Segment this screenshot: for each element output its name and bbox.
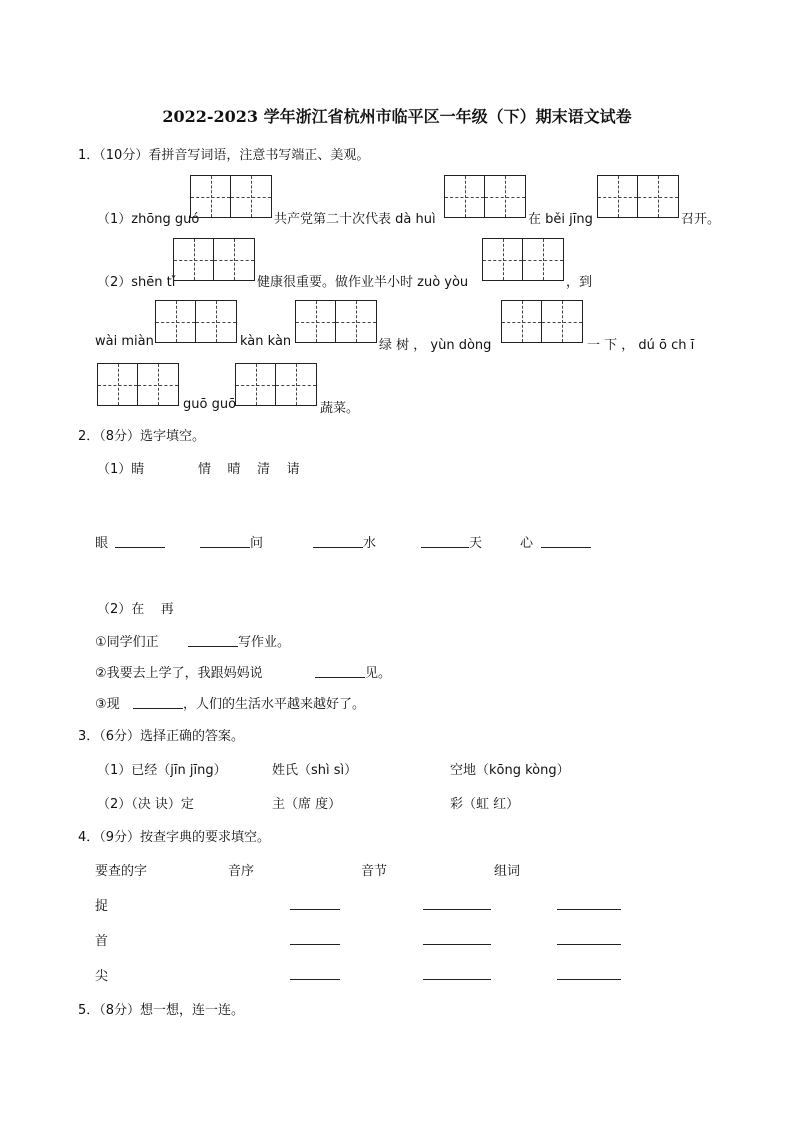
q4-header-syllable: 音节 (361, 864, 388, 879)
writing-grid[interactable] (501, 300, 583, 343)
writing-grid[interactable] (173, 238, 255, 281)
writing-grid[interactable] (444, 175, 526, 218)
q3-r2-c1[interactable]: （2）（决 诀）定 (97, 797, 194, 812)
blank[interactable] (200, 547, 250, 548)
q2-sub1-label: （1）睛 (97, 462, 145, 477)
blank[interactable] (315, 677, 365, 678)
blank[interactable] (557, 909, 621, 910)
q1-l4-p2: 蔬菜。 (320, 401, 360, 416)
q1-l3-p1: wài miàn (95, 334, 154, 349)
q2-item-ask: 问 (250, 536, 264, 551)
q1-heading: 1．（10分）看拼音写词语，注意书写端正、美观。 (78, 148, 370, 163)
q1-l3-p2: kàn kàn (240, 334, 292, 349)
q1-l1-prefix: （1）zhōng guó (97, 212, 200, 227)
blank[interactable] (313, 547, 363, 548)
q2-s2-a: ②我要去上学了，我跟妈妈说 (95, 666, 263, 681)
q2-sub1-options: 情 晴 清 请 (198, 462, 300, 477)
q1-l3-p4: 一 下 ， dú ō ch ī (587, 338, 695, 353)
blank[interactable] (423, 909, 491, 910)
q2-s2-b: 见。 (365, 666, 392, 681)
q2-item-water: 水 (363, 536, 377, 551)
q4-heading: 4．（9分）按查字典的要求填空。 (78, 830, 271, 845)
q2-item-sky: 天 (469, 536, 483, 551)
q4-header-char: 要查的字 (95, 864, 148, 879)
writing-grid[interactable] (597, 175, 679, 218)
blank[interactable] (557, 944, 621, 945)
q3-r2-c2[interactable]: 主（席 度） (272, 797, 342, 812)
q4-char: 首 (95, 934, 109, 949)
q1-l4-p1: guō guō (183, 397, 237, 412)
blank[interactable] (423, 979, 491, 980)
writing-grid[interactable] (97, 363, 179, 406)
blank[interactable] (290, 979, 340, 980)
blank[interactable] (423, 944, 491, 945)
q2-s1-a: ①同学们正 (95, 635, 159, 650)
q3-r1-c3[interactable]: 空地（kōng kòng） (450, 763, 570, 778)
q3-r1-c1[interactable]: （1）已经（jīn jīng） (97, 763, 227, 778)
q2-s1-b: 写作业。 (238, 635, 291, 650)
q1-l1-mid1: 共产党第二十次代表 dà huì (274, 212, 436, 227)
page-title: 2022-2023 学年浙江省杭州市临平区一年级（下）期末语文试卷 (162, 107, 632, 126)
blank[interactable] (541, 547, 591, 548)
q2-item-eye: 眼 (95, 536, 109, 551)
q3-r1-c2[interactable]: 姓氏（shì sì） (272, 763, 358, 778)
writing-grid[interactable] (235, 363, 317, 406)
q2-s3-a: ③现 (95, 697, 120, 712)
writing-grid[interactable] (295, 300, 377, 343)
q5-heading: 5．（8分）想一想，连一连。 (78, 1003, 245, 1018)
q2-heading: 2．（8分）选字填空。 (78, 429, 206, 444)
q2-sub2-label: （2）在 再 (97, 602, 174, 617)
blank[interactable] (421, 547, 469, 548)
blank[interactable] (115, 547, 165, 548)
q1-l2-end: ，到 (566, 275, 593, 290)
q4-char: 尖 (95, 969, 109, 984)
blank[interactable] (133, 708, 183, 709)
q2-item-heart: 心 (520, 536, 534, 551)
blank[interactable] (188, 646, 238, 647)
blank[interactable] (290, 909, 340, 910)
q1-l2-mid: 健康很重要。做作业半小时 zuò yòu (257, 275, 469, 290)
writing-grid[interactable] (482, 238, 564, 281)
writing-grid[interactable] (155, 300, 237, 343)
q2-s3-b: ，人们的生活水平越来越好了。 (183, 697, 366, 712)
blank[interactable] (557, 979, 621, 980)
q4-header-word: 组词 (494, 864, 521, 879)
q1-l2-prefix: （2）shēn tǐ (97, 275, 176, 290)
writing-grid[interactable] (190, 175, 272, 218)
blank[interactable] (290, 944, 340, 945)
q3-r2-c3[interactable]: 彩（虹 红） (450, 797, 520, 812)
q4-char: 捉 (95, 899, 109, 914)
q4-header-order: 音序 (228, 864, 255, 879)
q1-l1-end: 召开。 (681, 212, 721, 227)
q1-l1-mid2: 在 běi jīng (528, 212, 593, 227)
q3-heading: 3．（6分）选择正确的答案。 (78, 729, 245, 744)
q1-l3-p3: 绿 树 ， yùn dòng (379, 338, 492, 353)
